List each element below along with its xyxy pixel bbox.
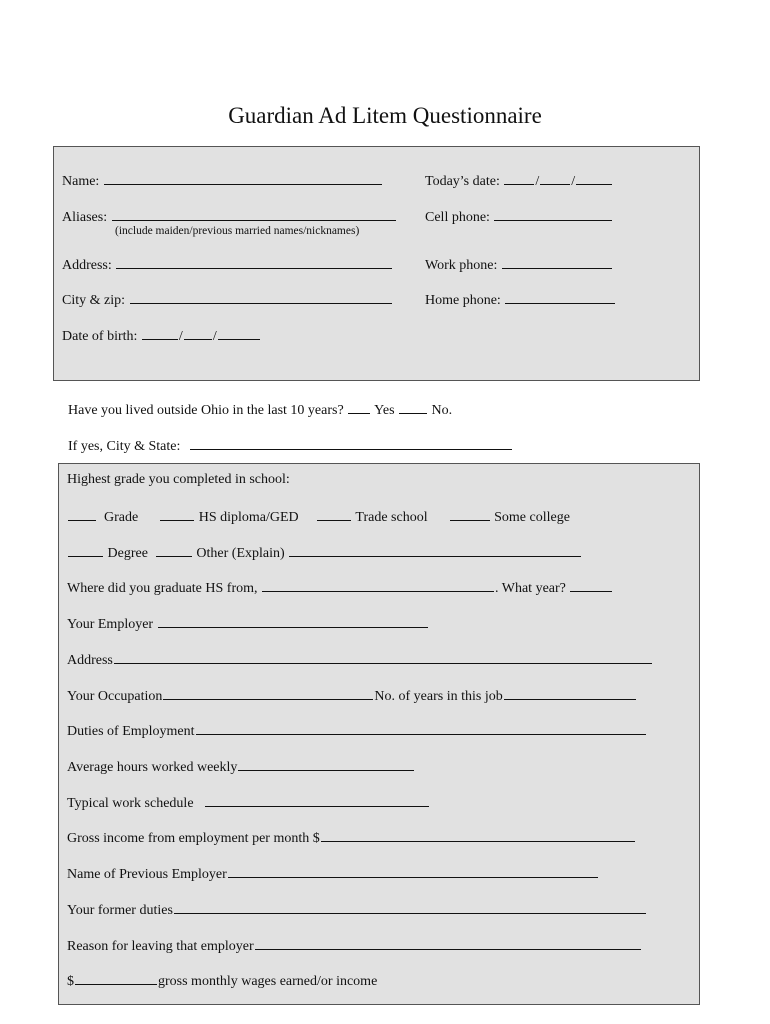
dob-label: Date of birth: bbox=[62, 329, 138, 344]
name-field[interactable] bbox=[104, 171, 382, 185]
city-state-label: If yes, City & State: bbox=[68, 439, 181, 454]
hs-diploma-label: HS diploma/GED bbox=[198, 510, 299, 525]
residence-yes-field[interactable] bbox=[348, 400, 370, 414]
dob-month-field[interactable] bbox=[142, 326, 178, 340]
avg-hours-field[interactable] bbox=[238, 757, 414, 771]
aliases-field[interactable] bbox=[112, 207, 396, 221]
employer-label: Your Employer bbox=[67, 617, 154, 632]
occupation-label: Your Occupation bbox=[67, 689, 163, 704]
todays-date-day-field[interactable] bbox=[540, 171, 570, 185]
name-row bbox=[62, 171, 383, 191]
graduated-field[interactable] bbox=[262, 578, 494, 592]
employer-address-label: Address bbox=[67, 653, 113, 668]
ohio-residence-row bbox=[68, 400, 452, 420]
city-zip-label: City & zip: bbox=[62, 293, 125, 308]
wages-row bbox=[67, 971, 377, 991]
highest-grade-label: Highest grade you completed in school: bbox=[67, 472, 290, 487]
employer-address-field[interactable] bbox=[114, 650, 652, 664]
years-in-job-label: No. of years in this job bbox=[374, 689, 503, 704]
aliases-label: Aliases: bbox=[62, 210, 108, 225]
employer-row bbox=[67, 614, 429, 634]
other-explain-field[interactable] bbox=[289, 543, 581, 557]
todays-date-row bbox=[425, 171, 613, 191]
aliases-note: (include maiden/previous married names/nicknames) bbox=[115, 225, 360, 237]
home-phone-row bbox=[425, 290, 616, 310]
some-college-checkbox[interactable] bbox=[450, 507, 490, 521]
home-phone-label: Home phone: bbox=[425, 293, 501, 308]
employer-field[interactable] bbox=[158, 614, 428, 628]
duties-label: Duties of Employment bbox=[67, 724, 195, 739]
todays-date-year-field[interactable] bbox=[576, 171, 612, 185]
prev-employer-label: Name of Previous Employer bbox=[67, 867, 227, 882]
home-phone-field[interactable] bbox=[505, 290, 615, 304]
degree-other-row bbox=[67, 543, 582, 563]
city-zip-row bbox=[62, 290, 393, 310]
trade-school-label: Trade school bbox=[355, 510, 428, 525]
date-separator: / bbox=[212, 329, 217, 344]
dollar-sign: $ bbox=[67, 974, 74, 989]
avg-hours-label: Average hours worked weekly bbox=[67, 760, 238, 775]
trade-school-checkbox[interactable] bbox=[317, 507, 351, 521]
avg-hours-row bbox=[67, 757, 415, 777]
graduated-row bbox=[67, 578, 613, 598]
other-checkbox[interactable] bbox=[156, 543, 192, 557]
gross-income-label: Gross income from employment per month $ bbox=[67, 831, 320, 846]
duties-field[interactable] bbox=[196, 721, 646, 735]
dob-day-field[interactable] bbox=[184, 326, 212, 340]
dob-row bbox=[62, 326, 261, 346]
reason-leaving-row bbox=[67, 936, 642, 956]
former-duties-field[interactable] bbox=[174, 900, 646, 914]
cell-phone-label: Cell phone: bbox=[425, 210, 490, 225]
address-label: Address: bbox=[62, 258, 112, 273]
gross-income-row bbox=[67, 828, 636, 848]
cell-phone-field[interactable] bbox=[494, 207, 612, 221]
todays-date-month-field[interactable] bbox=[504, 171, 534, 185]
hs-diploma-checkbox[interactable] bbox=[160, 507, 194, 521]
date-separator: / bbox=[571, 174, 576, 189]
residence-no-label: No. bbox=[431, 403, 453, 418]
gross-income-field[interactable] bbox=[321, 828, 635, 842]
address-field[interactable] bbox=[116, 255, 392, 269]
reason-leaving-field[interactable] bbox=[255, 936, 641, 950]
date-separator: / bbox=[178, 329, 183, 344]
dob-year-field[interactable] bbox=[218, 326, 260, 340]
degree-label: Degree bbox=[107, 546, 148, 561]
employer-address-row bbox=[67, 650, 653, 670]
graduation-year-field[interactable] bbox=[570, 578, 612, 592]
work-phone-label: Work phone: bbox=[425, 258, 498, 273]
reason-leaving-label: Reason for leaving that employer bbox=[67, 939, 254, 954]
former-duties-label: Your former duties bbox=[67, 903, 173, 918]
occupation-row bbox=[67, 686, 637, 706]
graduated-label: Where did you graduate HS from, bbox=[67, 581, 258, 596]
grade-label: Grade bbox=[104, 510, 139, 525]
former-duties-row bbox=[67, 900, 647, 920]
name-label: Name: bbox=[62, 174, 100, 189]
prev-employer-field[interactable] bbox=[228, 864, 598, 878]
date-separator: / bbox=[535, 174, 540, 189]
work-phone-row bbox=[425, 255, 613, 275]
city-state-row bbox=[68, 436, 513, 456]
ohio-residence-question: Have you lived outside Ohio in the last 10 years? bbox=[68, 403, 344, 418]
grade-checkbox[interactable] bbox=[68, 507, 96, 521]
what-year-label: . What year? bbox=[495, 581, 566, 596]
residence-no-field[interactable] bbox=[399, 400, 427, 414]
address-row bbox=[62, 255, 393, 275]
wages-label: gross monthly wages earned/or income bbox=[158, 974, 378, 989]
city-state-field[interactable] bbox=[190, 436, 512, 450]
work-phone-field[interactable] bbox=[502, 255, 612, 269]
some-college-label: Some college bbox=[494, 510, 570, 525]
todays-date-label: Today’s date: bbox=[425, 174, 500, 189]
cell-phone-row bbox=[425, 207, 613, 227]
schedule-label: Typical work schedule bbox=[67, 796, 194, 811]
other-label: Other (Explain) bbox=[196, 546, 285, 561]
schedule-row bbox=[67, 793, 430, 813]
prev-employer-row bbox=[67, 864, 599, 884]
occupation-field[interactable] bbox=[163, 686, 373, 700]
wages-amount-field[interactable] bbox=[75, 971, 157, 985]
degree-checkbox[interactable] bbox=[68, 543, 103, 557]
city-zip-field[interactable] bbox=[130, 290, 392, 304]
years-in-job-field[interactable] bbox=[504, 686, 636, 700]
residence-yes-label: Yes bbox=[374, 403, 395, 418]
form-title: Guardian Ad Litem Questionnaire bbox=[228, 103, 542, 128]
education-options-row bbox=[67, 507, 570, 527]
schedule-field[interactable] bbox=[205, 793, 429, 807]
duties-row bbox=[67, 721, 647, 741]
